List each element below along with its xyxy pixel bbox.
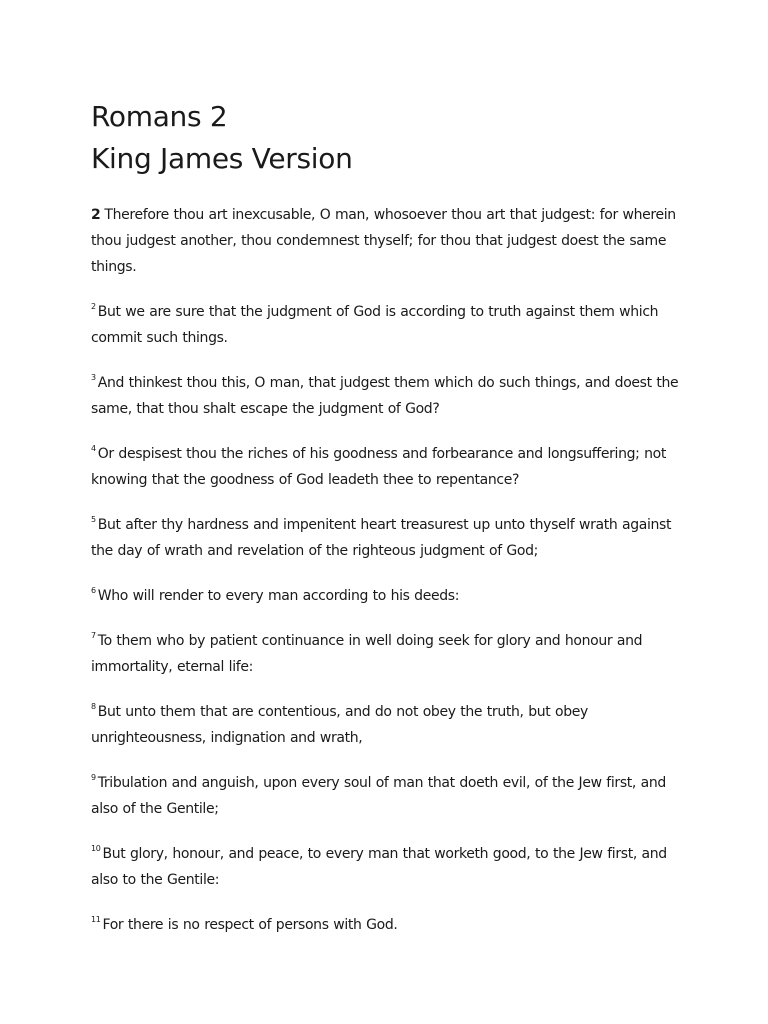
verse-text: But unto them that are contentious, and do not obey the truth, but obey unrighteousness, indignation and wrath,: [91, 704, 588, 746]
verse-number: 7: [91, 631, 96, 640]
verse-5: [91, 512, 691, 564]
verse-3: [91, 370, 691, 422]
verse-text: But after thy hardness and impenitent heart treasurest up unto thyself wrath against the day of wrath and revelation of the righteous judgment of God;: [91, 517, 672, 559]
verse-text: Therefore thou art inexcusable, O man, whosoever thou art that judgest: for wherein thou judgest another, thou condemnest thyself; for thou that judgest doest the same things.: [91, 207, 676, 275]
verse-number: 10: [91, 844, 101, 853]
chapter-number: 2: [91, 207, 101, 223]
title-version: King James Version: [91, 142, 353, 175]
verse-2: [91, 299, 691, 351]
page-title: [91, 96, 691, 180]
verse-number: 2: [91, 302, 96, 311]
title-book-chapter: Romans 2: [91, 100, 228, 133]
verse-1: [91, 202, 691, 280]
verse-number: 11: [91, 915, 101, 924]
verse-text: But we are sure that the judgment of God is according to truth against them which commit such things.: [91, 304, 659, 346]
verse-text: Tribulation and anguish, upon every soul of man that doeth evil, of the Jew first, and also of the Gentile;: [91, 775, 666, 817]
verse-4: [91, 441, 691, 493]
verse-text: To them who by patient continuance in well doing seek for glory and honour and immortality, eternal life:: [91, 633, 643, 675]
verse-number: 3: [91, 373, 96, 382]
verse-text: Or despisest thou the riches of his goodness and forbearance and longsuffering; not knowing that the goodness of God leadeth thee to repentance?: [91, 446, 666, 488]
verse-7: [91, 628, 691, 680]
verse-list: [91, 202, 691, 938]
verse-8: [91, 699, 691, 751]
document-page: [91, 96, 691, 957]
verse-number: 6: [91, 586, 96, 595]
verse-text: For there is no respect of persons with God.: [102, 917, 398, 933]
verse-number: 8: [91, 702, 96, 711]
verse-text: And thinkest thou this, O man, that judgest them which do such things, and doest the same, that thou shalt escape the judgment of God?: [91, 375, 679, 417]
verse-text: Who will render to every man according to his deeds:: [97, 588, 460, 604]
verse-number: 5: [91, 515, 96, 524]
verse-number: 4: [91, 444, 96, 453]
verse-text: But glory, honour, and peace, to every man that worketh good, to the Jew first, and also to the Gentile:: [91, 846, 667, 888]
verse-9: [91, 770, 691, 822]
verse-11: [91, 912, 691, 938]
verse-6: [91, 583, 691, 609]
verse-number: 9: [91, 773, 96, 782]
verse-10: [91, 841, 691, 893]
